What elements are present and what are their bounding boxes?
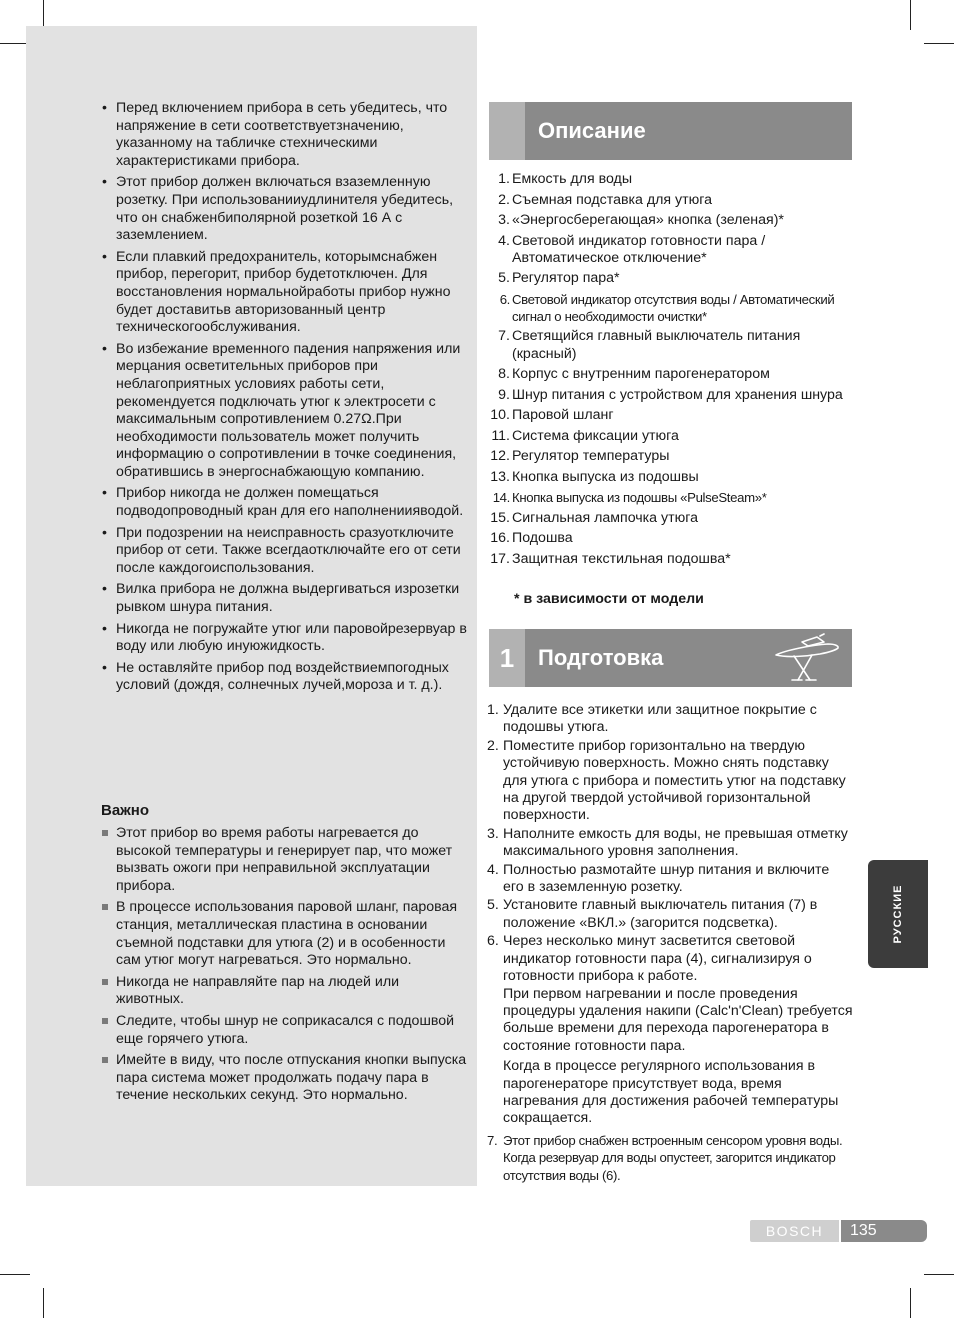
preparation-step: 2. Поместите прибор горизонтально на твердую устойчивую поверхность. Можно снять подставку для утюга с прибора и поместить утюг на подставку на другой твердой устойчивой горизонтальной поверхности. bbox=[487, 737, 846, 824]
description-item: 1. Емкость для воды bbox=[498, 171, 633, 187]
preparation-number: 1 bbox=[489, 629, 525, 687]
description-item: 13. Кнопка выпуска из подошвы bbox=[490, 468, 699, 485]
preparation-header bbox=[489, 629, 852, 687]
crop-mark bbox=[924, 43, 954, 44]
description-item: 9. Шнур питания с устройством для хранения шнура bbox=[498, 386, 843, 403]
description-item: 10. Паровой шланг bbox=[490, 407, 614, 424]
safety-item: • Этот прибор должен включаться взаземленную розетку. При использованииудлинителя убедитесь, что он снабженбиполярной розеткой 16 А с заземлением. bbox=[100, 174, 468, 244]
description-header bbox=[489, 102, 852, 160]
description-item: 7. Светящийся главный выключатель питания (красный) bbox=[498, 328, 801, 362]
important-item: Следите, чтобы шнур не соприкасался с подошвой еще горячего утюга. bbox=[100, 1013, 468, 1048]
preparation-step: 6. Через несколько минут засветится световой индикатор готовности пара (4), сигнализируя о готовности прибора к работе. При первом нагревании и после проведения процедуры удаления накипи (Calc'n'Clean) требуется больше времени для перехода парогенератора в состояние готовности пара. Когда в процессе регулярного использования в парогенераторе присутствует вода, время нагревания для достижения рабочей температуры сокращается. bbox=[487, 933, 853, 1127]
preparation-step: 7. Этот прибор снабжен встроенным сенсором уровня воды. Когда резервуар для воды опустеет, загорится индикатор отсутствия воды (6). bbox=[487, 1132, 843, 1183]
safety-item: • При подозрении на неисправность сразуотключите прибор от сети. Также всегдаотключайте его от сети после каждогоиспользования. bbox=[100, 525, 468, 578]
description-list bbox=[487, 171, 857, 571]
important-item: В процессе использования паровой шланг, паровая станция, металлическая пластина в основании съемной подставки для утюга (2) и в особенности сам утюг могут нагреваться. Это нормально. bbox=[100, 899, 468, 969]
description-item: 5. Регулятор пара* bbox=[498, 270, 620, 287]
page-number: 135 bbox=[841, 1220, 927, 1242]
crop-mark bbox=[924, 1274, 954, 1275]
preparation-step: 1. Удалите все этикетки или защитное покрытие с подошвы утюга. bbox=[487, 702, 817, 736]
description-item: 4. Световой индикатор готовности пара / Автоматическое отключение* bbox=[498, 232, 766, 266]
crop-mark bbox=[910, 1288, 911, 1318]
description-item: 8. Корпус с внутренним парогенератором bbox=[498, 366, 770, 383]
preparation-title: Подготовка bbox=[538, 645, 664, 670]
brand-label: BOSCH bbox=[750, 1220, 839, 1242]
description-item: 3. «Энергосберегающая» кнопка (зеленая)* bbox=[498, 212, 784, 228]
description-item: 15. Сигнальная лампочка утюга bbox=[490, 509, 699, 526]
ironing-board-icon bbox=[772, 633, 844, 683]
description-item: 12. Регулятор температуры bbox=[490, 448, 670, 465]
safety-item: • Во избежание временного падения напряжения или мерцания осветительных приборов при неблагоприятных условиях работы сети, рекомендуется подключать утюг к электросети с максимальным сопротивлением 0.27Ω.При необходимости пользователь может получить информацию о сопротивлении в точке соединения, обратившись в энергоснабжающую компанию. bbox=[100, 341, 468, 482]
description-item: 17. Защитная текстильная подошва* bbox=[490, 550, 731, 567]
important-item: Имейте в виду, что после отпускания кнопки выпуска пара система может продолжать подачу пара в течение нескольких секунд. Это нормально. bbox=[100, 1052, 468, 1105]
preparation-steps bbox=[487, 702, 853, 1185]
preparation-step: 4. Полностью размотайте шнур питания и включите его в заземленную розетку. bbox=[487, 861, 830, 896]
preparation-step: 5. Установите главный выключатель питания (7) в положение «ВКЛ.» (загорится подсветка). bbox=[487, 897, 818, 931]
description-title: Описание bbox=[538, 118, 646, 143]
safety-item: • Никогда не погружайте утюг или паровойрезервуар в воду или любую инуюжидкость. bbox=[100, 621, 468, 656]
model-footnote: * в зависимости от модели bbox=[514, 591, 704, 607]
crop-mark bbox=[43, 1288, 44, 1318]
description-item: 11. Система фиксации утюга bbox=[491, 427, 679, 444]
language-tab: РУССКИЕ bbox=[868, 860, 928, 968]
safety-item: • Прибор никогда не должен помещаться подводопроводный кран для его наполнениияводой. bbox=[100, 485, 468, 520]
important-list bbox=[100, 825, 468, 1109]
important-item: Никогда не направляйте пар на людей или животных. bbox=[100, 974, 468, 1009]
description-item: 2. Съемная подставка для утюга bbox=[498, 191, 713, 208]
crop-mark bbox=[910, 0, 911, 30]
safety-list bbox=[100, 100, 468, 699]
important-item: Этот прибор во время работы нагревается до высокой температуры и генерирует пар, что может вызвать ожоги при неправильной эксплуатации прибора. bbox=[100, 825, 468, 895]
safety-item: • Вилка прибора не должна выдергиваться изрозетки рывком шнура питания. bbox=[100, 581, 468, 616]
safety-item: • Если плавкий предохранитель, которымснабжен прибор, перегорит, прибор будетотключен. Для восстановления нормальнойработы прибор нужно будет доставитьв авторизованный центр техническогообслуживания. bbox=[100, 249, 468, 337]
description-item: 14. Кнопка выпуска из подошвы «PulseSteam»* bbox=[492, 490, 767, 506]
safety-item: • Перед включением прибора в сеть убедитесь, что напряжение в сети соответствуетзначению, указанному на табличке стехническими характеристиками прибора. bbox=[100, 100, 468, 170]
description-header-accent bbox=[489, 102, 525, 160]
description-item: 6. Световой индикатор отсутствия воды / Автоматический сигнал о необходимости очистки* bbox=[499, 291, 835, 324]
description-item: 16. Подошва bbox=[490, 530, 573, 547]
crop-mark bbox=[0, 1274, 30, 1275]
important-heading: Важно bbox=[101, 802, 150, 819]
preparation-step: 3. Наполните емкость для воды, не превышая отметку максимального уровня заполнения. bbox=[487, 825, 848, 860]
safety-item: • Не оставляйте прибор под воздействиемпогодных условий (дождя, солнечных лучей,мороза и т. д.). bbox=[100, 660, 468, 695]
